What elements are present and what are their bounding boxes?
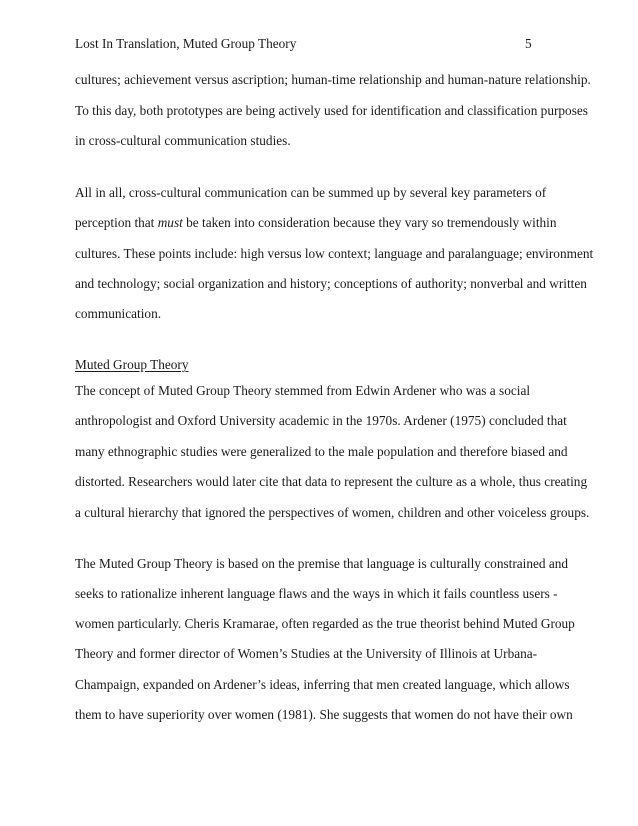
page-number: 5 bbox=[525, 36, 532, 51]
paragraph-2-line-5: communication. bbox=[75, 306, 162, 321]
paragraph-1-line-3: in cross-cultural communication studies. bbox=[75, 133, 291, 148]
paragraph-4-line-5: Champaign, expanded on Ardener’s ideas, inferring that men created language, which allows bbox=[75, 677, 570, 692]
paragraph-2-line-2-end: be taken into consideration because they vary so tremendously within bbox=[182, 215, 557, 230]
paragraph-2-line-2-start: perception that bbox=[75, 215, 158, 230]
running-header-title: Lost In Translation, Muted Group Theory bbox=[75, 36, 297, 51]
paragraph-1-line-2: To this day, both prototypes are being actively used for identification and classification purposes bbox=[75, 103, 588, 118]
paragraph-4-line-1: The Muted Group Theory is based on the premise that language is culturally constrained and bbox=[75, 556, 569, 571]
paragraph-3-line-4: distorted. Researchers would later cite that data to represent the culture as a whole, thus creating bbox=[75, 474, 588, 489]
paragraph-3-line-5: a cultural hierarchy that ignored the perspectives of women, children and other voiceless groups. bbox=[75, 505, 590, 520]
paragraph-2-line-3: cultures. These points include: high versus low context; language and paralanguage; environment bbox=[75, 246, 594, 261]
paragraph-4-line-4: Theory and former director of Women’s Studies at the University of Illinois at Urbana- bbox=[75, 646, 538, 661]
paragraph-4-line-6: them to have superiority over women (1981). She suggests that women do not have their own bbox=[75, 707, 573, 722]
emphasis-must: must bbox=[157, 215, 183, 230]
paragraph-3-line-1: The concept of Muted Group Theory stemmed from Edwin Ardener who was a social bbox=[75, 383, 531, 398]
paragraph-1-line-1: cultures; achievement versus ascription; human-time relationship and human-nature relationship. bbox=[75, 72, 591, 87]
paragraph-2-line-1: All in all, cross-cultural communication can be summed up by several key parameters of bbox=[75, 185, 547, 200]
section-heading: Muted Group Theory bbox=[75, 357, 189, 372]
paragraph-4-line-2: seeks to rationalize inherent language flaws and the ways in which it fails countless users - bbox=[75, 586, 558, 601]
paragraph-2-line-4: and technology; social organization and history; conceptions of authority; nonverbal and written bbox=[75, 276, 587, 291]
paragraph-2-line-2 bbox=[75, 215, 557, 231]
paragraph-3-line-3: many ethnographic studies were generalized to the male population and therefore biased and bbox=[75, 444, 568, 459]
paragraph-3-line-2: anthropologist and Oxford University academic in the 1970s. Ardener (1975) concluded that bbox=[75, 413, 567, 428]
paragraph-4-line-3: women particularly. Cheris Kramarae, often regarded as the true theorist behind Muted Group bbox=[75, 616, 575, 631]
